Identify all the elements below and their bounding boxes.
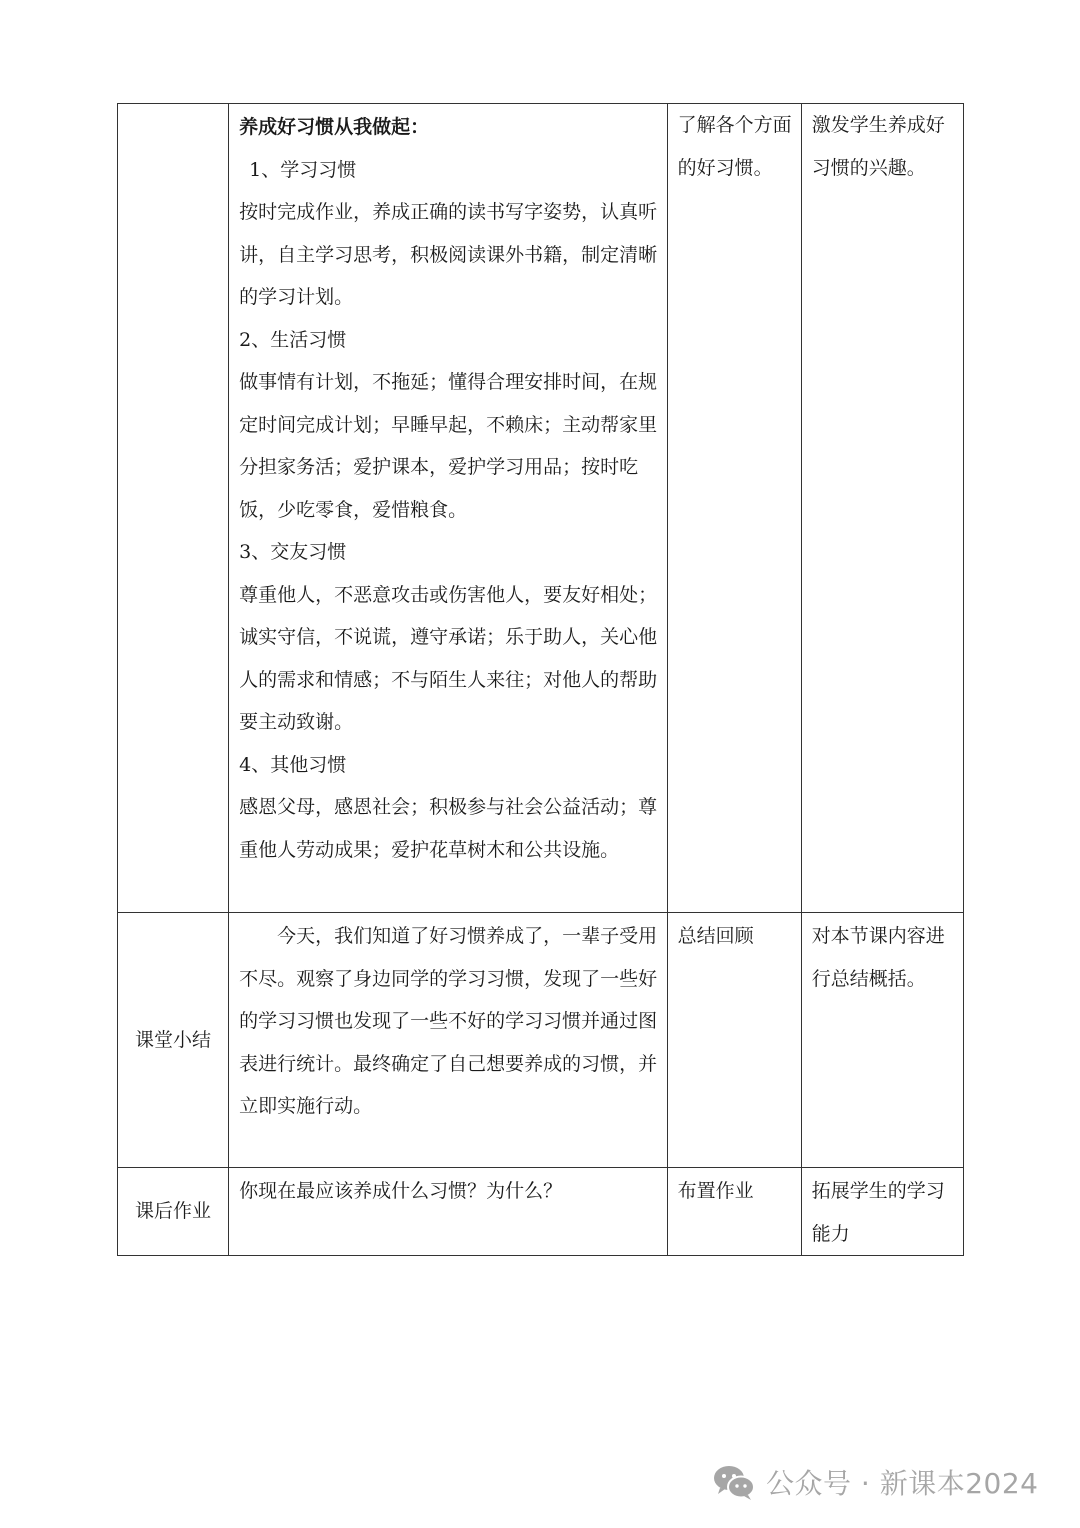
section-heading: 4、其他习惯 — [239, 753, 347, 776]
homework-text: 你现在最应该养成什么习惯？为什么？ — [239, 1180, 563, 1202]
row-label-empty — [118, 104, 229, 913]
student-activity-cell — [667, 913, 801, 1168]
row-label-homework: 课后作业 — [118, 1168, 229, 1256]
summary-text: 今天，我们知道了好习惯养成了，一辈子受用不尽。观察了身边同学的学习习惯，发现了一些好的学习习惯也发现了一些不好的学习习惯并通过图表进行统计。最终确定了自己想要养成的习惯，并立即实施行动。 — [239, 925, 658, 1117]
content-cell — [229, 913, 668, 1168]
content-cell — [229, 1168, 668, 1256]
section-body: 做事情有计划，不拖延；懂得合理安排时间，在规定时间完成计划；早睡早起，不赖床；主动帮家里分担家务活；爱护课本，爱护学习用品；按时吃饭，少吃零食，爱惜粮食。 — [239, 371, 658, 521]
design-intent-cell — [801, 1168, 963, 1256]
student-activity-cell — [667, 1168, 801, 1256]
student-activity-text: 布置作业 — [677, 1180, 754, 1202]
student-activity-text: 了解各个方面的好习惯。 — [677, 114, 792, 179]
row-label-summary: 课堂小结 — [118, 913, 229, 1168]
section-body: 感恩父母，感恩社会；积极参与社会公益活动；尊重他人劳动成果；爱护花草树木和公共设施。 — [239, 796, 658, 861]
student-activity-text: 总结回顾 — [677, 925, 754, 947]
design-intent-text: 激发学生养成好习惯的兴趣。 — [811, 114, 945, 179]
design-intent-cell — [801, 104, 963, 913]
section-heading: 1、学习习惯 — [249, 158, 357, 181]
design-intent-text: 拓展学生的学习能力 — [811, 1180, 945, 1245]
section-heading: 3、交友习惯 — [239, 541, 347, 563]
wechat-icon — [712, 1462, 756, 1502]
section-body: 按时完成作业，养成正确的读书写字姿势，认真听讲，自主学习思考，积极阅读课外书籍，制定清晰的学习计划。 — [239, 201, 658, 308]
section-body: 尊重他人，不恶意攻击或伤害他人，要友好相处；诚实守信，不说谎，遵守承诺；乐于助人，关心他人的需求和情感；不与陌生人来往；对他人的帮助要主动致谢。 — [239, 583, 658, 733]
table-row — [118, 1168, 964, 1256]
watermark — [712, 1462, 1038, 1502]
table-row — [118, 104, 964, 913]
section-title: 养成好习惯从我做起： — [239, 116, 430, 138]
section-heading: 2、生活习惯 — [239, 328, 347, 351]
student-activity-cell — [667, 104, 801, 913]
design-intent-cell — [801, 913, 963, 1168]
design-intent-text: 对本节课内容进行总结概括。 — [811, 925, 945, 990]
table-row — [118, 913, 964, 1168]
lesson-plan-table — [117, 103, 964, 1256]
content-cell — [229, 104, 668, 913]
watermark-text: 公众号 · 新课本2024 — [766, 1467, 1039, 1500]
